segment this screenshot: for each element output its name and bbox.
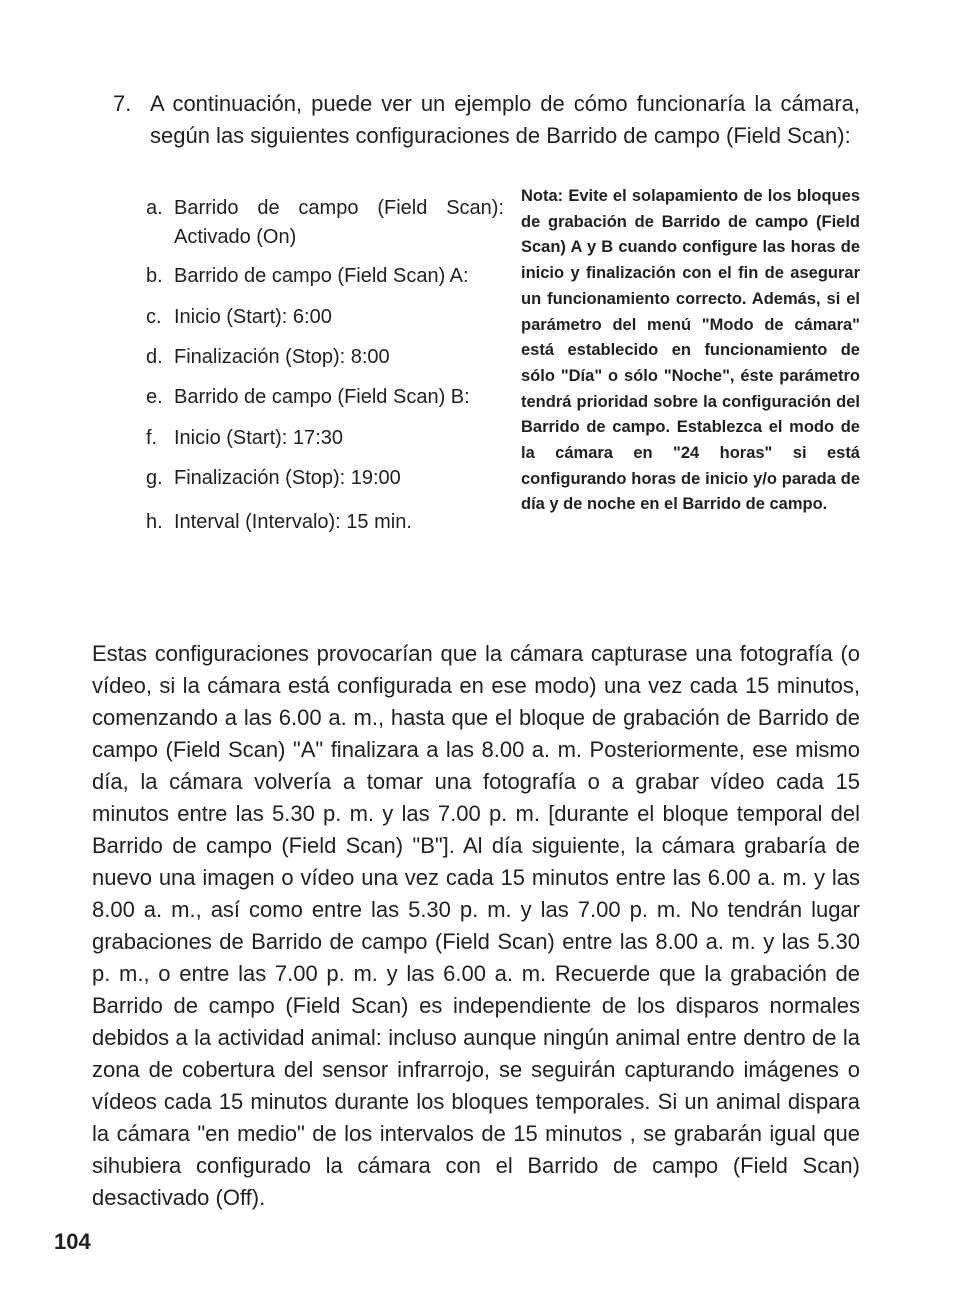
list-item-text: Finalización (Stop): 19:00 bbox=[174, 467, 401, 489]
list-item bbox=[146, 262, 504, 291]
list-item-text: Barrido de campo (Field Scan) A: bbox=[174, 265, 469, 287]
list-item-letter: a. bbox=[146, 197, 163, 219]
list-item bbox=[146, 194, 504, 252]
list-item-letter: b. bbox=[146, 265, 163, 287]
list-item bbox=[146, 508, 504, 537]
note-box: Nota: Evite el solapamiento de los bloques de grabación de Barrido de campo (Field Scan) A y B cuando configure las horas de inicio y finalización con el fin de asegurar un funcionamiento correcto. Además, si el parámetro del menú "Modo de cámara" está establecido en funcionamiento de sólo "Día" o sólo "Noche", éste parámetro tendrá prioridad sobre la configuración del Barrido de campo. Establezca el modo de la cámara en "24 horas" si está configurando horas de inicio y/o parada de día y de noche en el Barrido de campo. bbox=[521, 187, 860, 514]
list-item-step-7 bbox=[113, 88, 860, 152]
list-item-text: Barrido de campo (Field Scan) B: bbox=[174, 386, 470, 408]
list-item-text: Inicio (Start): 6:00 bbox=[174, 306, 332, 328]
list-item bbox=[146, 383, 504, 412]
list-item bbox=[146, 343, 504, 372]
list-item-letter: d. bbox=[146, 346, 163, 368]
list-item-letter: f. bbox=[146, 427, 158, 449]
list-item-text: Finalización (Stop): 8:00 bbox=[174, 346, 390, 368]
body-paragraph: Estas configuraciones provocarían que la cámara capturase una fotografía (o vídeo, si la cámara está configurada en ese modo) una vez cada 15 minutos, comenzando a las 6.00 a. m., hasta que el bloque de grabación de Barrido de campo (Field Scan) "A" finalizara a las 8.00 a. m. Posteriormente, ese mismo día, la cámara volvería a tomar una fotografía o a grabar vídeo cada 15 minutos entre las 5.30 p. m. y las 7.00 p. m. [durante el bloque temporal del Barrido de campo (Field Scan) "B"]. Al día siguiente, la cámara grabaría de nuevo una imagen o vídeo una vez cada 15 minutos entre las 6.00 a. m. y las 8.00 a. m., así como entre las 5.30 p. m. y las 7.00 p. m. No tendrán lugar grabaciones de Barrido de campo (Field Scan) entre las 8.00 a. m. y las 5.30 p. m., o entre las 7.00 p. m. y las 6.00 a. m. Recuerde que la grabación de Barrido de campo (Field Scan) es independiente de los disparos normales debidos a la actividad animal: incluso aunque ningún animal entre dentro de la zona de cobertura del sensor infrarrojo, se seguirán capturando imágenes o vídeos cada 15 minutos durante los bloques temporales. Si un animal dispara la cámara "en medio" de los intervalos de 15 minutos , se grabarán igual que sihubiera configurado la cámara con el Barrido de campo (Field Scan) desactivado (Off). bbox=[92, 641, 860, 1210]
list-item bbox=[146, 303, 504, 332]
step-number: 7. bbox=[113, 91, 132, 116]
step-text: A continuación, puede ver un ejemplo de cómo funcionaría la cámara, según las siguientes configuraciones de Barrido de campo (Field Scan): bbox=[150, 91, 860, 148]
list-item-letter: h. bbox=[146, 511, 163, 533]
list-item-letter: e. bbox=[146, 386, 163, 408]
list-item-text: Interval (Intervalo): 15 min. bbox=[174, 511, 412, 533]
list-item bbox=[146, 424, 504, 453]
page-number: 104 bbox=[54, 1229, 91, 1254]
list-item-text: Inicio (Start): 17:30 bbox=[174, 427, 343, 449]
list-item-letter: c. bbox=[146, 306, 162, 328]
list-item-letter: g. bbox=[146, 467, 163, 489]
list-item-text: Barrido de campo (Field Scan): Activado (On) bbox=[174, 197, 504, 248]
list-item bbox=[146, 464, 504, 493]
